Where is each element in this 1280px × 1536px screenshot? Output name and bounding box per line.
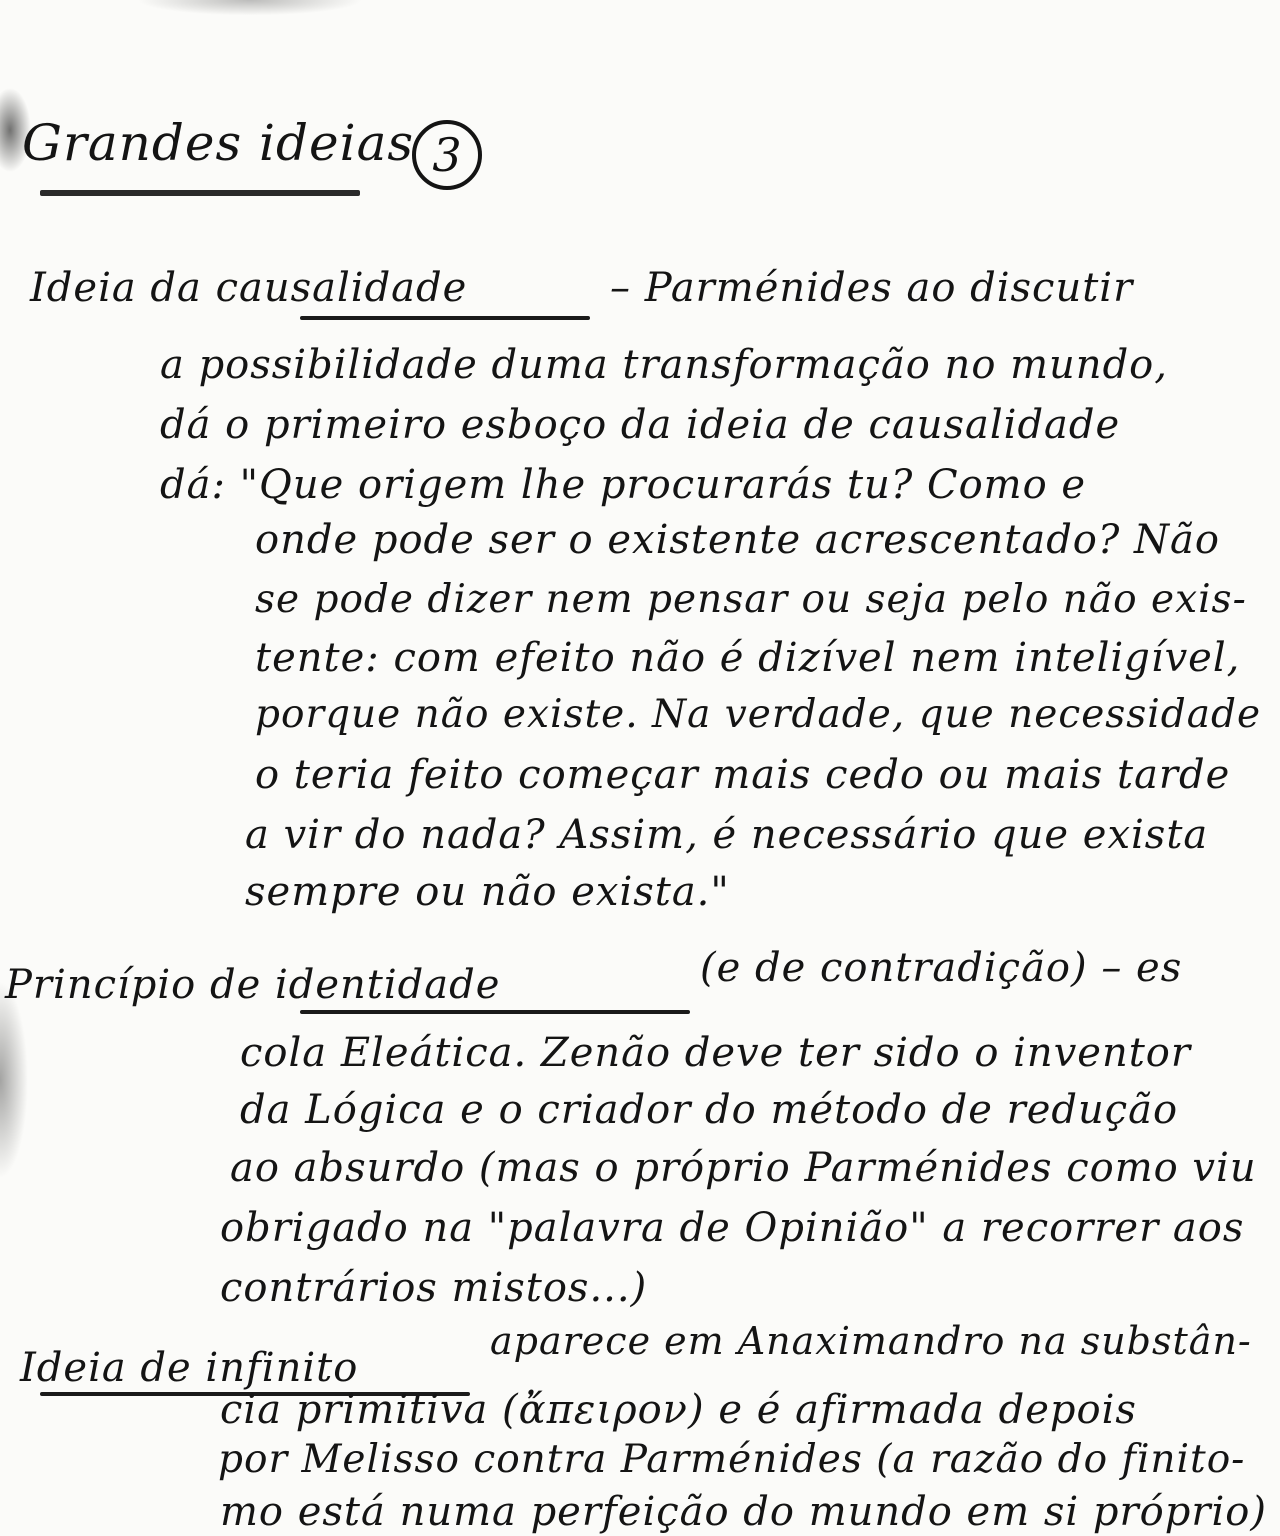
paragraph-line: dá: "Que origem lhe procurarás tu? Como e xyxy=(160,462,1087,508)
paragraph-line: porque não existe. Na verdade, que necessidade xyxy=(255,692,1262,737)
paragraph-line: da Lógica e o criador do método de redução xyxy=(240,1087,1179,1133)
paragraph-line: ao absurdo (mas o próprio Parménides como viu xyxy=(230,1145,1257,1191)
paragraph-line: obrigado na "palavra de Opinião" a recorrer aos xyxy=(220,1205,1245,1251)
section-term: Ideia de infinito xyxy=(20,1345,359,1391)
paragraph-line: se pode dizer nem pensar ou seja pelo não exis- xyxy=(255,577,1247,622)
page-number-circled: 3 xyxy=(412,120,482,190)
paragraph-line: (e de contradição) – es xyxy=(700,945,1183,991)
section-term: Princípio de identidade xyxy=(5,962,501,1008)
paragraph-line: aparece em Anaximandro na substân- xyxy=(490,1319,1252,1363)
page-title: Grandes ideias xyxy=(22,114,415,172)
paragraph-line: onde pode ser o existente acrescentado? Não xyxy=(255,517,1220,563)
section-term: Ideia da causalidade xyxy=(30,265,468,311)
term-underline xyxy=(300,1010,690,1014)
paragraph-line: o teria feito começar mais cedo ou mais tarde xyxy=(255,752,1231,798)
paragraph-line: cola Eleática. Zenão deve ter sido o inventor xyxy=(240,1030,1191,1076)
paragraph-line: a vir do nada? Assim, é necessário que exista xyxy=(245,812,1209,858)
paragraph-line: por Melisso contra Parménides (a razão do finito- xyxy=(218,1437,1246,1482)
paragraph-line: contrários mistos...) xyxy=(220,1265,648,1311)
paragraph-line: – Parménides ao discutir xyxy=(610,265,1134,311)
term-underline xyxy=(300,316,590,320)
paragraph-line: tente: com efeito não é dizível nem inteligível, xyxy=(255,635,1241,681)
paragraph-line: dá o primeiro esboço da ideia de causalidade xyxy=(160,402,1121,448)
title-underline xyxy=(40,190,360,196)
paragraph-line: a possibilidade duma transformação no mundo, xyxy=(160,342,1168,388)
paragraph-line: sempre ou não exista." xyxy=(245,869,730,915)
paragraph-line: cia primitiva (ἄπειρον) e é afirmada depois xyxy=(220,1387,1137,1433)
paragraph-line: mo está numa perfeição do mundo em si próprio) xyxy=(220,1489,1267,1535)
